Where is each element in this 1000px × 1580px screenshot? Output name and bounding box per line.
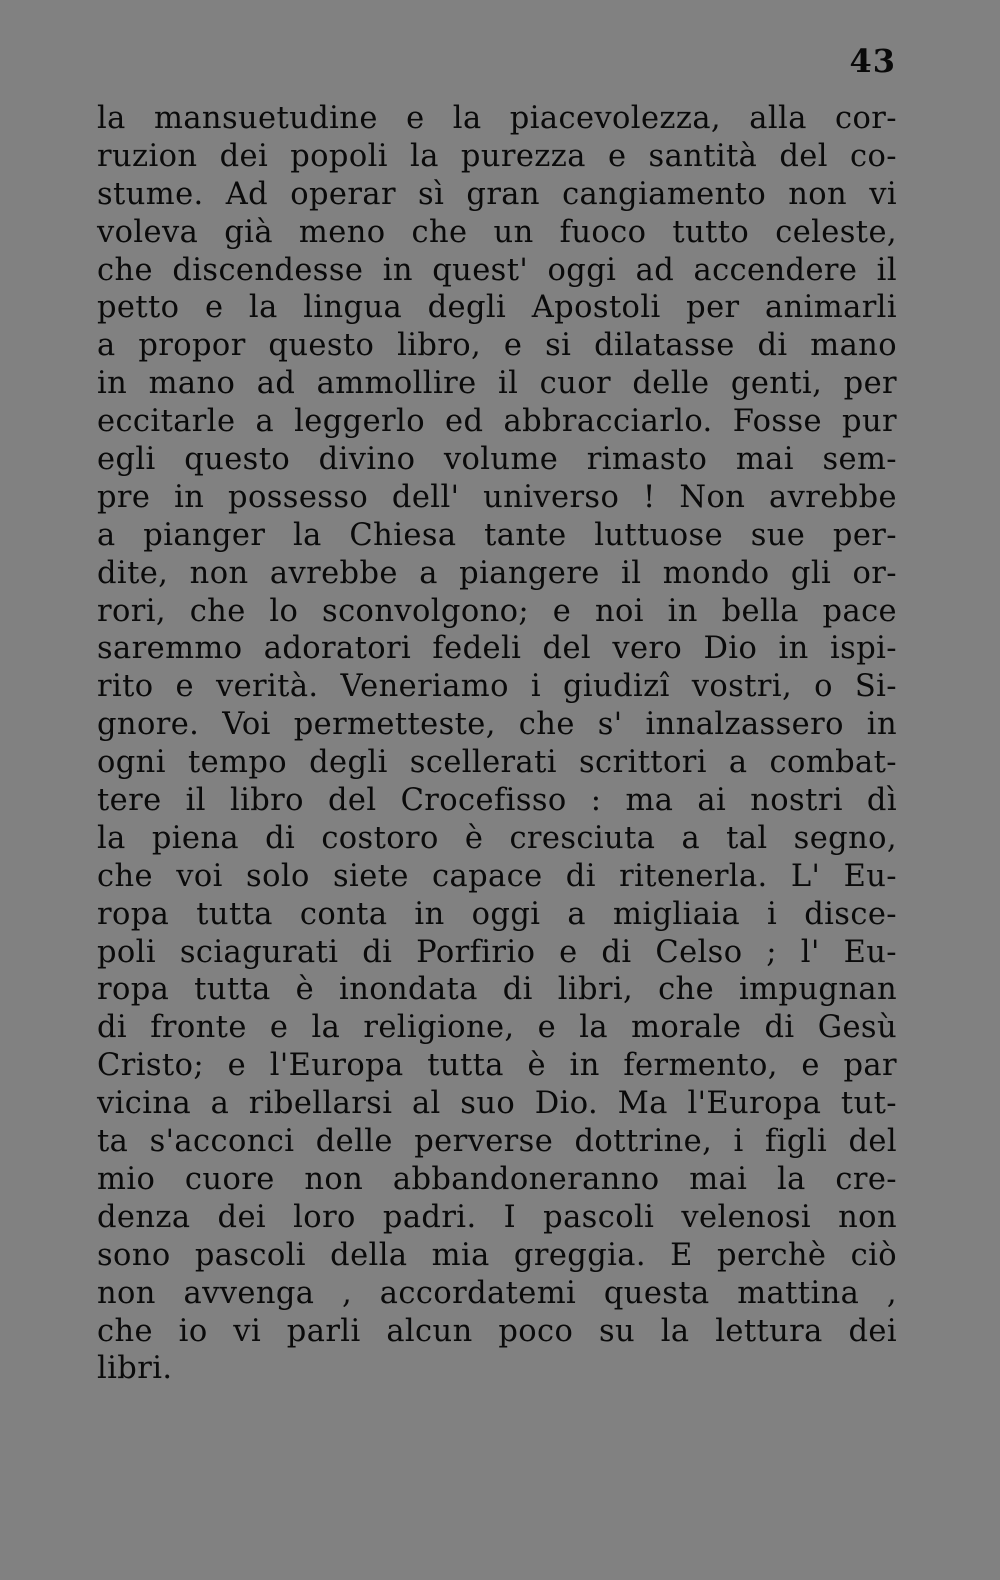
text-line: libri. [97,1351,173,1387]
body-text [97,100,897,1388]
text-line: ruzion dei popoli la purezza e santità del co- [97,138,897,174]
text-line: ropa tutta è inondata di libri, che impugnan [97,972,897,1008]
text-line: denza dei loro padri. I pascoli velenosi non [97,1199,897,1235]
text-line: egli questo divino volume rimasto mai sem- [97,442,897,478]
text-line: rori, che lo sconvolgono; e noi in bella pace [97,593,897,629]
text-line: non avvenga , accordatemi questa mattina , [97,1275,897,1311]
text-line: saremmo adoratori fedeli del vero Dio in ispi- [97,631,897,667]
text-line: ta s'acconci delle perverse dottrine, i figli del [97,1124,897,1160]
text-line: ropa tutta conta in oggi a migliaia i disce- [97,896,897,932]
text-line: la mansuetudine e la piacevolezza, alla cor- [97,101,897,136]
text-line: la piena di costoro è cresciuta a tal segno, [97,820,897,856]
text-line: sono pascoli della mia greggia. E perchè ciò [97,1237,897,1273]
text-line: di fronte e la religione, e la morale di Gesù [97,1010,897,1046]
text-line: tere il libro del Crocefisso : ma ai nostri dì [97,783,897,819]
text-line: a pianger la Chiesa tante luttuose sue per- [97,517,897,553]
text-line: mio cuore non abbandoneranno mai la cre- [97,1161,897,1197]
text-line: che voi solo siete capace di ritenerla. L' Eu- [97,858,897,894]
text-line: rito e verità. Veneriamo i giudizî vostri, o Si- [97,669,897,705]
text-line: a propor questo libro, e si dilatasse di mano [97,328,897,364]
text-line: che discendesse in quest' oggi ad accendere il [97,252,897,288]
text-line: in mano ad ammollire il cuor delle genti, per [97,366,897,402]
text-line: dite, non avrebbe a piangere il mondo gli or- [97,555,897,591]
text-line: Cristo; e l'Europa tutta è in fermento, e par [97,1048,897,1084]
text-line: stume. Ad operar sì gran cangiamento non vi [97,176,897,212]
text-line: ogni tempo degli scellerati scrittori a combat- [97,745,897,781]
text-line: gnore. Voi permetteste, che s' innalzassero in [97,707,897,743]
page-number: 43 [849,42,896,80]
text-line: poli sciagurati di Porfirio e di Celso ; l' Eu- [97,934,897,970]
text-line: pre in possesso dell' universo ! Non avrebbe [97,479,897,515]
text-line: petto e la lingua degli Apostoli per animarli [97,290,897,326]
text-line: eccitarle a leggerlo ed abbracciarlo. Fosse pur [97,404,897,440]
text-line: voleva già meno che un fuoco tutto celeste, [97,214,897,250]
text-line: che io vi parli alcun poco su la lettura dei [97,1313,897,1349]
text-line: vicina a ribellarsi al suo Dio. Ma l'Europa tut- [97,1086,897,1122]
